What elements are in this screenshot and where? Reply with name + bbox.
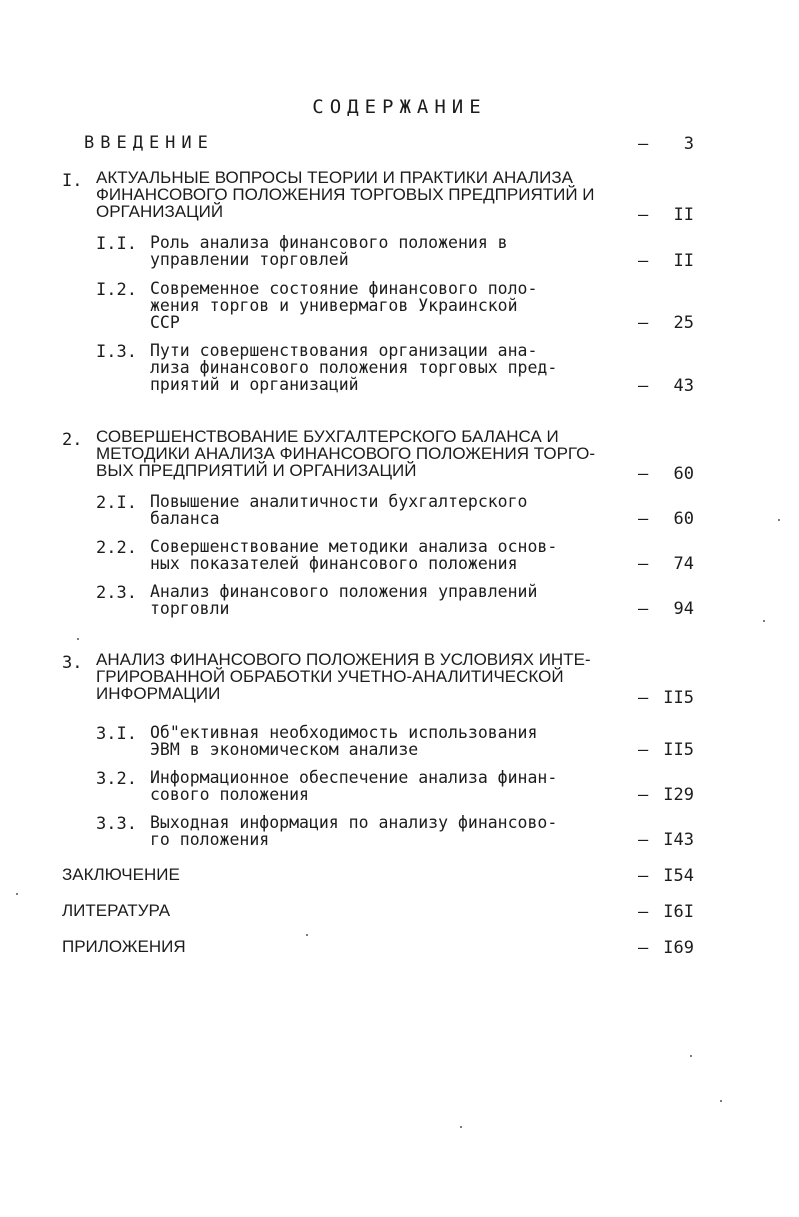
page-number: I69 — [663, 938, 694, 958]
subsection-title-line: жения торгов и универмагов Украинской — [150, 296, 518, 315]
dash: – — [638, 938, 649, 958]
intro-label: ВВЕДЕНИЕ — [84, 133, 214, 153]
subsection-title-line: Анализ финансового положения управлений — [150, 582, 538, 601]
subsection-number: 3.2. — [96, 769, 137, 789]
subsection-title-line: ССР — [150, 313, 180, 332]
chapter-number: 2. — [62, 430, 83, 450]
dash: – — [638, 251, 649, 271]
appendices-label: ПРИЛОЖЕНИЯ — [62, 937, 186, 956]
chapter-title-line: ГРИРОВАННОЙ ОБРАБОТКИ УЧЕТНО-АНАЛИТИЧЕСКОЙ — [96, 667, 564, 686]
dash: – — [638, 134, 649, 154]
page-number: II — [673, 251, 694, 271]
page-number: I54 — [663, 866, 694, 886]
subsection-title-line: баланса — [150, 509, 220, 528]
dash: – — [638, 785, 649, 805]
subsection-number: I.3. — [96, 342, 137, 362]
scan-speck — [16, 893, 18, 895]
subsection-title-line: Пути совершенствования организации ана- — [150, 341, 538, 360]
subsection-title-line: Повышение аналитичности бухгалтерского — [150, 492, 528, 511]
chapter-title-line: АНАЛИЗ ФИНАНСОВОГО ПОЛОЖЕНИЯ В УСЛОВИЯХ ИНТЕ- — [96, 650, 591, 669]
subsection-number: 2.2. — [96, 538, 137, 558]
chapter-title-line: ИНФОРМАЦИИ — [96, 684, 221, 703]
dash: – — [638, 376, 649, 396]
page-number: II — [673, 205, 694, 225]
dash: – — [638, 599, 649, 619]
subsection-title-line: Роль анализа финансового положения в — [150, 233, 508, 252]
subsection-title-line: Современное состояние финансового поло- — [150, 279, 538, 298]
dash: – — [638, 509, 649, 529]
subsection-title-line: управлении торговлей — [150, 250, 349, 269]
page-number: 60 — [673, 509, 694, 529]
chapter-title-line: ВЫХ ПРЕДПРИЯТИЙ И ОРГАНИЗАЦИЙ — [96, 461, 417, 480]
page-number: I43 — [663, 830, 694, 850]
page-title: СОДЕРЖАНИЕ — [312, 96, 487, 118]
scan-speck — [690, 1055, 692, 1057]
subsection-title-line: сового положения — [150, 785, 309, 804]
chapter-title-line: СОВЕРШЕНСТВОВАНИЕ БУХГАЛТЕРСКОГО БАЛАНСА И — [96, 427, 559, 446]
subsection-number: 3.3. — [96, 814, 137, 834]
dash: – — [638, 205, 649, 225]
page-number: 3 — [683, 134, 694, 154]
subsection-title-line: Выходная информация по анализу финансово- — [150, 813, 558, 832]
subsection-title-line: Совершенствование методики анализа основ- — [150, 537, 558, 556]
subsection-number: 2.I. — [96, 493, 137, 513]
chapter-title-line: МЕТОДИКИ АНАЛИЗА ФИНАНСОВОГО ПОЛОЖЕНИЯ ТОРГО- — [96, 444, 596, 463]
page-number: II5 — [663, 688, 694, 708]
subsection-title-line: Об"ективная необходимость использования — [150, 723, 538, 742]
literature-label: ЛИТЕРАТУРА — [62, 901, 171, 920]
subsection-number: 2.3. — [96, 583, 137, 603]
subsection-title-line: го положения — [150, 830, 270, 849]
subsection-title-line: Информационное обеспечение анализа финан- — [150, 768, 558, 787]
dash: – — [638, 830, 649, 850]
dash: – — [638, 313, 649, 333]
chapter-number: 3. — [62, 653, 83, 673]
chapter-number: I. — [62, 171, 83, 191]
scan-speck — [77, 638, 79, 640]
page-number: 60 — [673, 464, 694, 484]
dash: – — [638, 902, 649, 922]
page-number: 94 — [673, 599, 694, 619]
scan-speck — [778, 519, 780, 521]
page-number: 43 — [673, 376, 694, 396]
scan-speck — [460, 1126, 462, 1128]
subsection-number: I.2. — [96, 280, 137, 300]
dash: – — [638, 464, 649, 484]
subsection-title-line: торговли — [150, 599, 230, 618]
subsection-number: I.I. — [96, 234, 137, 254]
chapter-title-line: ФИНАНСОВОГО ПОЛОЖЕНИЯ ТОРГОВЫХ ПРЕДПРИЯТИЙ И — [96, 185, 595, 204]
page-number: 25 — [673, 313, 694, 333]
scan-speck — [306, 934, 308, 936]
dash: – — [638, 554, 649, 574]
chapter-title-line: ОРГАНИЗАЦИЙ — [96, 202, 224, 221]
conclusion-label: ЗАКЛЮЧЕНИЕ — [62, 865, 180, 884]
subsection-number: 3.I. — [96, 724, 137, 744]
page-number: I29 — [663, 785, 694, 805]
page-number: II5 — [663, 740, 694, 760]
dash: – — [638, 688, 649, 708]
page-number: 74 — [673, 554, 694, 574]
subsection-title-line: ЭВМ в экономическом анализе — [150, 740, 419, 759]
scan-speck — [763, 620, 765, 622]
subsection-title-line: ных показателей финансового положения — [150, 554, 518, 573]
page-number: I6I — [663, 902, 694, 922]
dash: – — [638, 866, 649, 886]
subsection-title-line: приятий и организаций — [150, 375, 359, 394]
dash: – — [638, 740, 649, 760]
subsection-title-line: лиза финансового положения торговых пред- — [150, 358, 558, 377]
scan-speck — [720, 1100, 722, 1102]
chapter-title-line: АКТУАЛЬНЫЕ ВОПРОСЫ ТЕОРИИ И ПРАКТИКИ АНАЛИЗА — [96, 168, 573, 187]
